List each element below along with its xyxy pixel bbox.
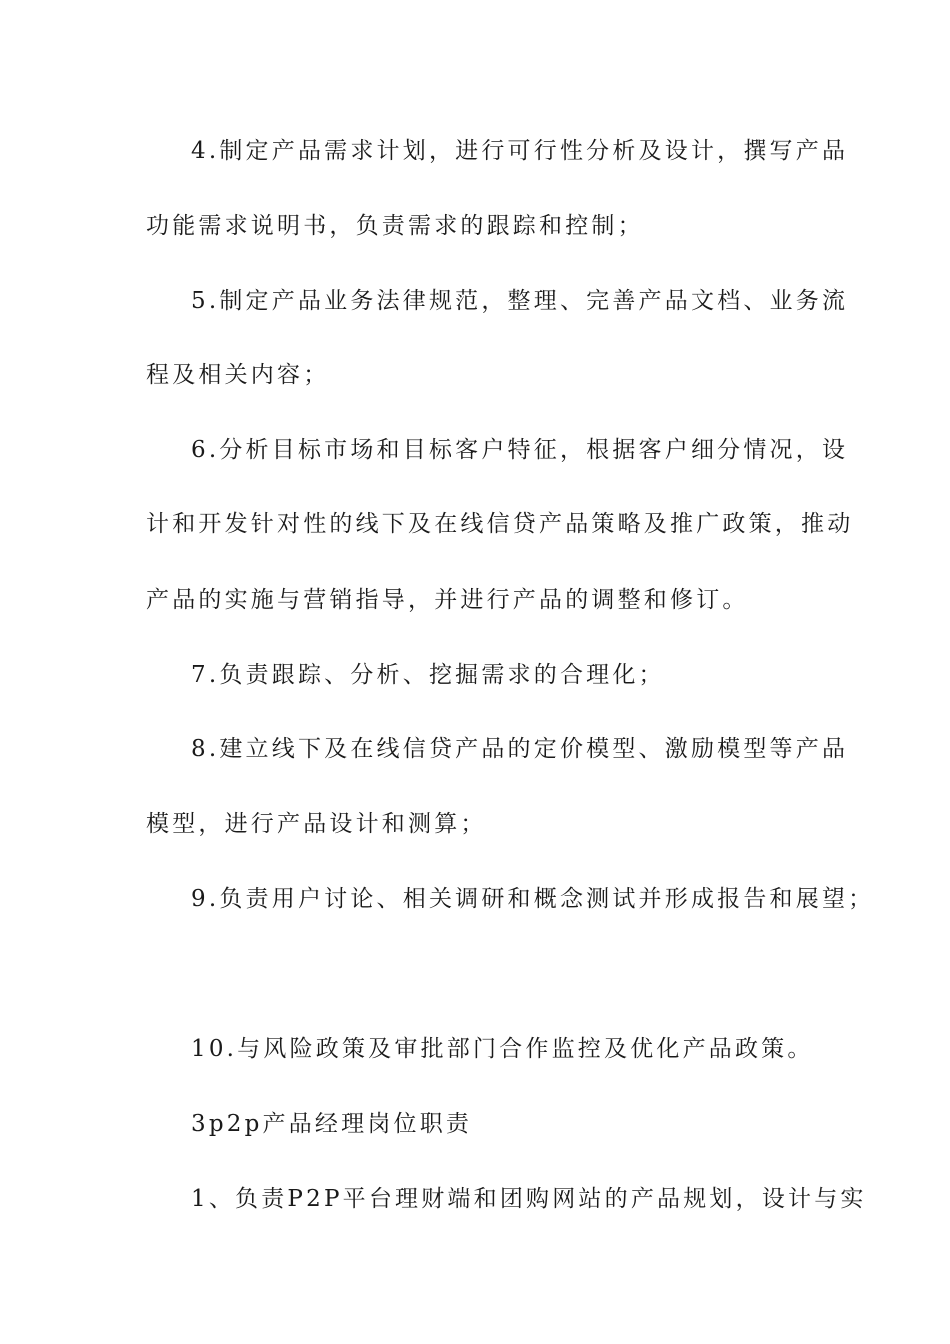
paragraph-7-line-1: 7.负责跟踪、分析、挖掘需求的合理化；: [191, 662, 665, 688]
paragraph-6-line-1: 6.分析目标市场和目标客户特征，根据客户细分情况，设: [191, 437, 849, 463]
section-heading: 3p2p产品经理岗位职责: [191, 1111, 473, 1137]
paragraph-6-line-3: 产品的实施与营销指导，并进行产品的调整和修订。: [146, 587, 749, 613]
responsibility-1-line-1: 1、负责P2P平台理财端和团购网站的产品规划，设计与实: [191, 1186, 867, 1212]
paragraph-5-line-1: 5.制定产品业务法律规范，整理、完善产品文档、业务流: [191, 288, 849, 314]
paragraph-8-line-2: 模型，进行产品设计和测算；: [146, 811, 487, 837]
paragraph-9-line-1: 9.负责用户讨论、相关调研和概念测试并形成报告和展望；: [191, 886, 875, 912]
paragraph-6-line-2: 计和开发针对性的线下及在线信贷产品策略及推广政策，推动: [146, 511, 854, 537]
paragraph-10-line-1: 10.与风险政策及审批部门合作监控及优化产品政策。: [191, 1036, 814, 1062]
paragraph-8-line-1: 8.建立线下及在线信贷产品的定价模型、激励模型等产品: [191, 736, 849, 762]
paragraph-5-line-2: 程及相关内容；: [146, 362, 330, 388]
paragraph-4-line-1: 4.制定产品需求计划，进行可行性分析及设计，撰写产品: [191, 138, 849, 164]
paragraph-4-line-2: 功能需求说明书，负责需求的跟踪和控制；: [146, 213, 644, 239]
